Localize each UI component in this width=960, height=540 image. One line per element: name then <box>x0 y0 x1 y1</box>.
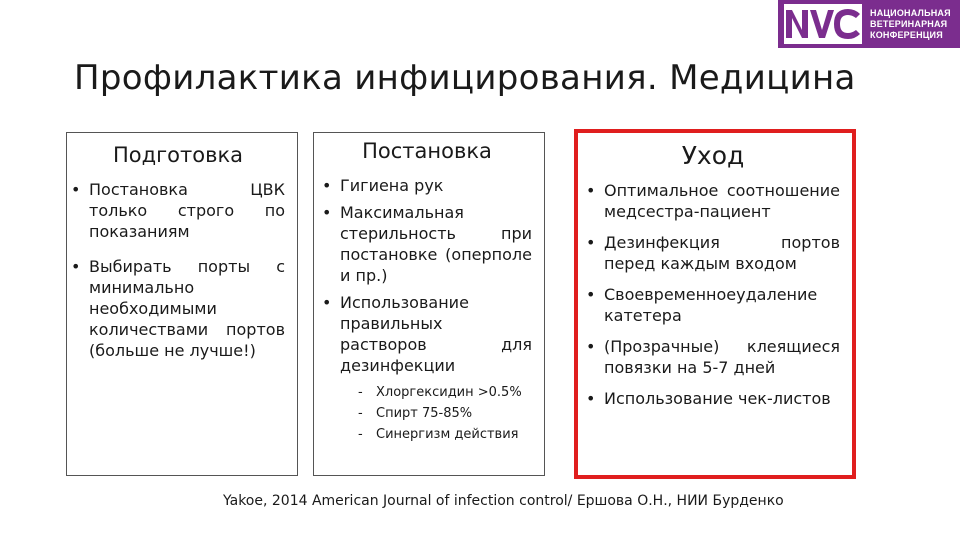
column-heading: Подготовка <box>112 143 244 167</box>
bullet-list <box>586 180 840 409</box>
list-item: • Выбирать порты с минимально необходимыми количествами портов (больше не лучше!) <box>71 256 285 361</box>
slide-title: Профилактика инфицирования. Медицина <box>74 58 856 98</box>
conference-logo <box>778 0 960 48</box>
column-placement <box>313 132 545 476</box>
column-preparation <box>66 132 298 476</box>
list-item: • Своевременноеудаление катетера <box>586 284 840 326</box>
logo-text <box>870 8 951 41</box>
logo-line-3: КОНФЕРЕНЦИЯ <box>870 29 943 40</box>
bullet-list <box>322 175 532 445</box>
sub-list-item: - Хлоргексидин >0.5% <box>340 382 532 403</box>
list-item: • Максимальная стерильность при постановке (оперполе и пр.) <box>322 202 532 286</box>
list-item: • (Прозрачные) клеящиеся повязки на 5-7 дней <box>586 336 840 378</box>
sub-list-item: - Спирт 75-85% <box>340 403 532 424</box>
list-item: • Использование чек-листов <box>586 388 840 409</box>
column-heading: Уход <box>681 141 745 170</box>
logo-line-2: ВЕТЕРИНАРНАЯ <box>870 18 948 29</box>
list-item: • Гигиена рук <box>322 175 532 196</box>
sub-list-item: - Синергизм действия <box>340 424 532 445</box>
list-item: • Постановка ЦВК только строго по показаниям <box>71 179 285 242</box>
sub-list <box>340 382 532 445</box>
list-item: • Дезинфекция портов перед каждым входом <box>586 232 840 274</box>
column-heading: Постановка <box>362 139 492 163</box>
nvc-logo-mark <box>784 4 862 44</box>
list-item: • Оптимальное соотношение медсестра-пациент <box>586 180 840 222</box>
list-item-text: Использование правильных растворов для дезинфекции <box>340 293 532 375</box>
column-care <box>574 129 856 479</box>
logo-line-1: НАЦИОНАЛЬНАЯ <box>870 7 951 18</box>
bullet-list <box>71 179 285 361</box>
list-item <box>322 292 532 445</box>
citation-footer: Yakoe, 2014 American Journal of infection control/ Ершова О.Н., НИИ Бурденко <box>223 493 784 509</box>
